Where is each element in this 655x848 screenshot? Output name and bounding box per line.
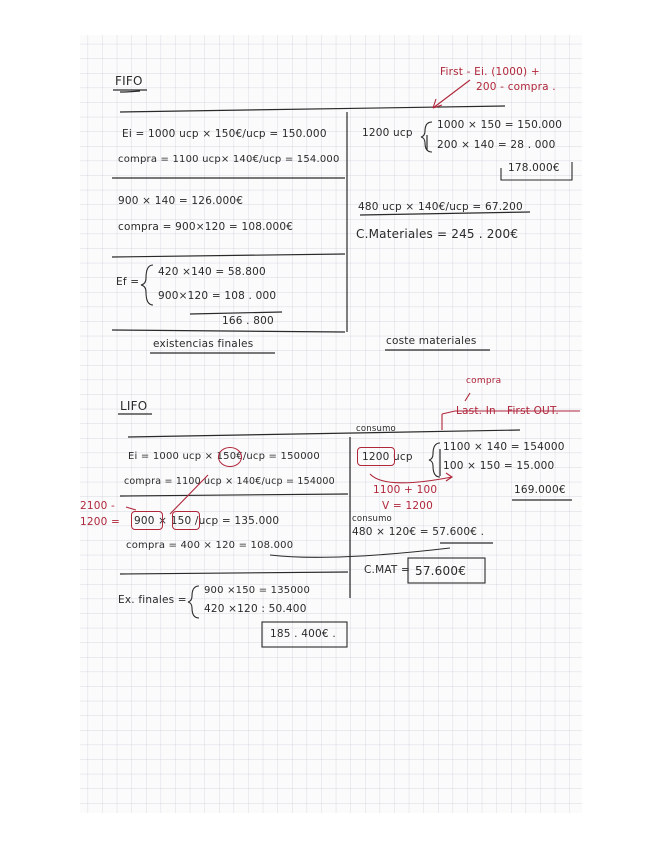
- lifo-consumo-label: consumo: [352, 514, 392, 524]
- lifo-line-a-box1: [131, 511, 163, 530]
- fifo-calc1: 1000 × 150 = 150.000: [437, 119, 563, 131]
- fifo-note-line1: First - Ei. (1000) +: [440, 66, 540, 78]
- fifo-caption-left: existencias finales: [153, 338, 254, 350]
- fifo-total: 178.000€: [508, 162, 560, 174]
- lifo-consumo-header: consumo: [356, 424, 396, 434]
- fifo-line-c: 480 ucp × 140€/ucp = 67.200: [358, 201, 523, 213]
- lifo-total: 169.000€: [514, 484, 566, 496]
- fifo-ef1: 420 ×140 = 58.800: [158, 266, 266, 278]
- lifo-ex2: 420 ×120 : 50.400: [204, 603, 307, 615]
- lifo-compra: compra = 1100 ucp × 140€/ucp = 154000: [124, 476, 335, 487]
- lifo-cmat-label: C.MAT =: [364, 564, 411, 576]
- lifo-calc2: 100 × 150 = 15.000: [443, 460, 555, 472]
- lifo-units: 1200 ucp: [362, 451, 413, 463]
- fifo-line-d: C.Materiales = 245 . 200€: [356, 227, 519, 241]
- lifo-ex-label: Ex. finales =: [118, 594, 187, 606]
- lifo-margin2: 1200 =: [80, 516, 121, 528]
- fifo-units: 1200 ucp: [362, 127, 413, 139]
- fifo-line-b: compra = 900×120 = 108.000€: [118, 221, 294, 233]
- fifo-ef-total: 166 . 800: [222, 315, 274, 327]
- lifo-line-a-box2: [172, 511, 200, 530]
- lifo-line-b: 480 × 120€ = 57.600€ .: [352, 526, 485, 538]
- fifo-note-line2: 200 - compra .: [476, 81, 556, 93]
- lifo-cmat-value: 57.600€: [415, 564, 467, 578]
- lifo-calc1: 1100 × 140 = 154000: [443, 441, 565, 453]
- lifo-note-last: Last. In - First OUT.: [456, 405, 559, 417]
- lifo-ex1: 900 ×150 = 135000: [204, 585, 311, 596]
- lifo-ex-total: 185 . 400€ .: [270, 628, 336, 640]
- lifo-title: LIFO: [120, 399, 148, 413]
- fifo-compra: compra = 1100 ucp× 140€/ucp = 154.000: [118, 154, 340, 165]
- lifo-line-c: compra = 400 × 120 = 108.000: [126, 540, 294, 551]
- lifo-note-compra: compra: [466, 376, 502, 386]
- fifo-line-a: 900 × 140 = 126.000€: [118, 195, 244, 207]
- lifo-units-box: [357, 447, 395, 466]
- lifo-ei: Ei = 1000 ucp × 150€/ucp = 150000: [128, 451, 320, 462]
- lifo-ei-circle: [218, 447, 242, 467]
- fifo-caption-right: coste materiales: [386, 335, 477, 347]
- fifo-ef2: 900×120 = 108 . 000: [158, 290, 277, 302]
- lifo-sum2: V = 1200: [382, 500, 433, 512]
- fifo-calc2: 200 × 140 = 28 . 000: [437, 139, 556, 151]
- lifo-sum1: 1100 + 100: [373, 484, 438, 496]
- lifo-line-a: 900 × 150 /ucp = 135.000: [134, 515, 280, 527]
- fifo-title: FIFO: [115, 74, 143, 88]
- fifo-ef-label: Ef =: [116, 276, 140, 288]
- fifo-ei: Ei = 1000 ucp × 150€/ucp = 150.000: [122, 128, 327, 140]
- lifo-margin1: 2100 -: [80, 500, 116, 512]
